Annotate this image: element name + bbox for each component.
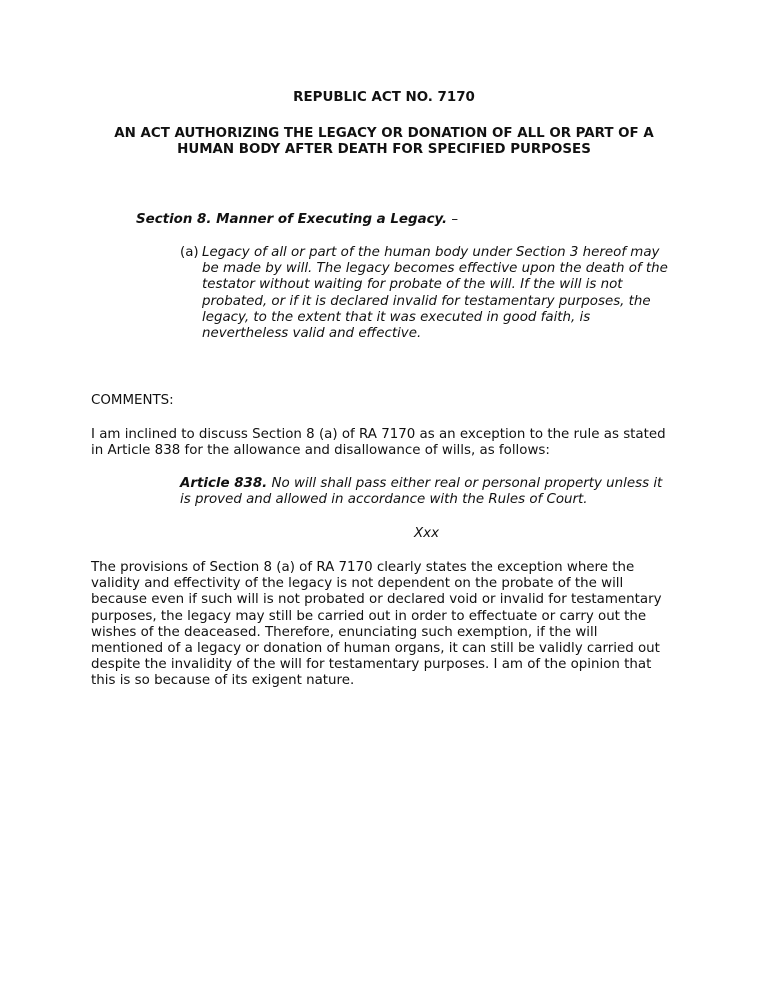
- omission-marker: Xxx: [414, 526, 440, 541]
- paragraph-line: purposes, the legacy may still be carried out in order to effectuate or carry out the: [91, 608, 647, 624]
- comment-paragraph-1: [91, 427, 681, 459]
- paragraph-line: The provisions of Section 8 (a) of RA 7170 clearly states the exception where the: [91, 560, 635, 575]
- document-subtitle: [100, 126, 668, 158]
- article-838-quote: [180, 476, 680, 508]
- subsection-body: [202, 245, 680, 342]
- paragraph-line: mentioned of a legacy or donation of human organs, it can still be validly carried out: [91, 641, 660, 657]
- section-heading-dash: –: [447, 212, 459, 227]
- subsection-line: be made by will. The legacy becomes effective upon the death of the: [202, 261, 668, 277]
- paragraph-line: validity and effectivity of the legacy is not dependent on the probate of the will: [91, 576, 624, 592]
- paragraph-line: this is so because of its exigent nature.: [91, 673, 355, 689]
- subsection-line: Legacy of all or part of the human body under Section 3 hereof may: [202, 245, 660, 260]
- subsection-a: [180, 245, 680, 342]
- paragraph-line: I am inclined to discuss Section 8 (a) of RA 7170 as an exception to the rule as stated: [91, 427, 666, 442]
- article-text: No will shall pass either real or personal property unless it: [267, 476, 663, 491]
- subtitle-line: HUMAN BODY AFTER DEATH FOR SPECIFIED PURPOSES: [177, 142, 591, 158]
- subsection-line: testator without waiting for probate of the will. If the will is not: [202, 277, 623, 293]
- article-label: Article 838.: [180, 476, 268, 491]
- subsection-marker: (a): [180, 245, 199, 260]
- comment-paragraph-2: [91, 560, 681, 690]
- document-title: REPUBLIC ACT NO. 7170: [293, 90, 475, 105]
- comments-label: COMMENTS:: [91, 393, 174, 408]
- subsection-line: nevertheless valid and effective.: [202, 326, 422, 342]
- section-heading: [136, 212, 458, 228]
- paragraph-line: because even if such will is not probated or declared void or invalid for testamentary: [91, 592, 662, 608]
- paragraph-line: in Article 838 for the allowance and disallowance of wills, as follows:: [91, 443, 550, 459]
- article-line: is proved and allowed in accordance with the Rules of Court.: [180, 492, 588, 508]
- subsection-line: legacy, to the extent that it was executed in good faith, is: [202, 309, 591, 325]
- subsection-line: probated, or if it is declared invalid for testamentary purposes, the: [202, 293, 651, 309]
- paragraph-line: wishes of the deaceased. Therefore, enunciating such exemption, if the will: [91, 624, 598, 640]
- article-line: [180, 476, 680, 492]
- subtitle-line: AN ACT AUTHORIZING THE LEGACY OR DONATION OF ALL OR PART OF A: [114, 126, 654, 141]
- paragraph-line: despite the invalidity of the will for testamentary purposes. I am of the opinion that: [91, 657, 652, 673]
- section-heading-text: Section 8. Manner of Executing a Legacy.: [136, 212, 448, 227]
